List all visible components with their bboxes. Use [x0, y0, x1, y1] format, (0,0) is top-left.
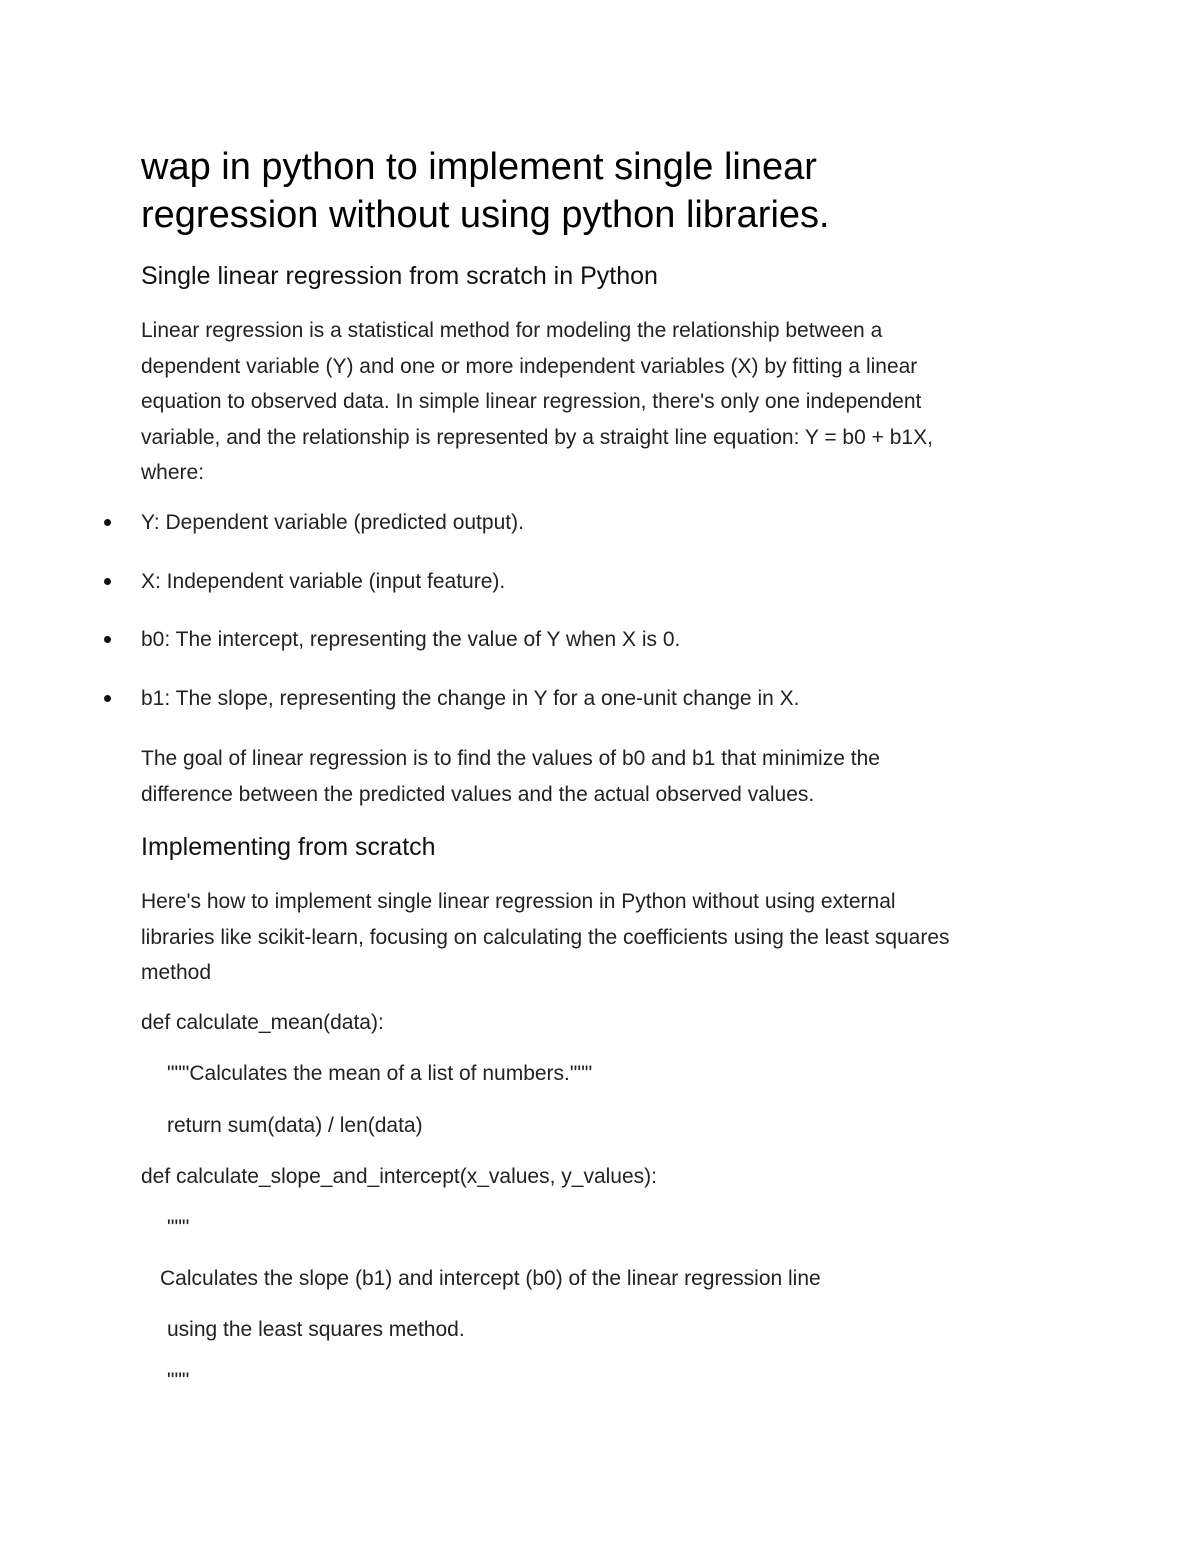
- list-item-text: b0: The intercept, representing the value of Y when X is 0.: [141, 628, 681, 651]
- list-item: [0, 681, 1200, 717]
- document-title: [141, 143, 830, 239]
- section-heading-scratch-python: Single linear regression from scratch in Python: [141, 262, 658, 290]
- list-item-text: b1: The slope, representing the change in Y for a one-unit change in X.: [141, 687, 800, 710]
- section-heading-implementing: Implementing from scratch: [141, 833, 436, 861]
- code-line: """: [167, 1216, 190, 1239]
- list-item-text: Y: Dependent variable (predicted output).: [141, 511, 524, 534]
- bullet-icon: [104, 636, 111, 643]
- list-item-text: X: Independent variable (input feature).: [141, 570, 506, 593]
- impl-line: libraries like scikit-learn, focusing on calculating the coefficients using the least squares: [141, 925, 950, 949]
- code-line: def calculate_slope_and_intercept(x_values, y_values):: [141, 1165, 657, 1188]
- code-line: using the least squares method.: [167, 1318, 465, 1341]
- implementation-paragraph: [141, 884, 950, 991]
- code-line: """Calculates the mean of a list of numbers.""": [167, 1062, 593, 1085]
- intro-line: dependent variable (Y) and one or more independent variables (X) by fitting a linear: [141, 354, 918, 378]
- goal-line: difference between the predicted values and the actual observed values.: [141, 782, 815, 806]
- code-line: return sum(data) / len(data): [167, 1114, 423, 1137]
- list-item: [0, 505, 1200, 541]
- intro-line: where:: [141, 461, 205, 484]
- intro-paragraph: [141, 313, 933, 491]
- goal-paragraph: [141, 741, 880, 812]
- title-line-2: regression without using python libraries.: [141, 194, 830, 236]
- intro-line: equation to observed data. In simple linear regression, there's only one independent: [141, 390, 922, 413]
- intro-line: Linear regression is a statistical method for modeling the relationship between a: [141, 319, 883, 342]
- code-line: def calculate_mean(data):: [141, 1011, 384, 1034]
- impl-line: method: [141, 961, 212, 984]
- bullet-icon: [104, 519, 111, 526]
- impl-line: Here's how to implement single linear regression in Python without using external: [141, 890, 896, 913]
- code-line: """: [167, 1369, 190, 1392]
- intro-line: variable, and the relationship is represented by a straight line equation: Y = b0 + b1X,: [141, 425, 933, 449]
- code-line: Calculates the slope (b1) and intercept (b0) of the linear regression line: [160, 1267, 821, 1290]
- title-line-1: wap in python to implement single linear: [141, 146, 817, 188]
- bullet-icon: [104, 695, 111, 702]
- goal-line: The goal of linear regression is to find the values of b0 and b1 that minimize the: [141, 747, 880, 770]
- list-item: [0, 564, 1200, 600]
- bullet-icon: [104, 578, 111, 585]
- list-item: [0, 622, 1200, 658]
